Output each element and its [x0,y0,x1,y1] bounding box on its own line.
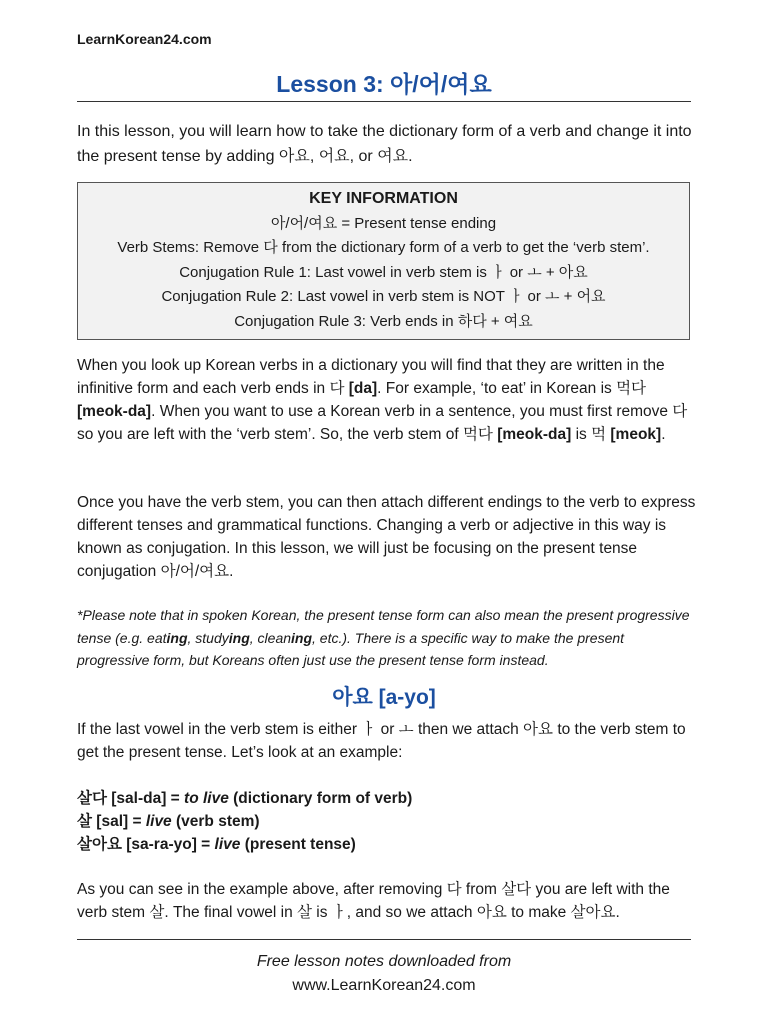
intro-paragraph: In this lesson, you will learn how to take the dictionary form of a verb and change it into the present tense by adding 아요, 어요, or 여요. [77,123,692,165]
example-line: 살 [sal] = live (verb stem) [77,813,260,830]
conjugation-paragraph: Once you have the verb stem, you can then attach different endings to the verb to express different tenses and grammatical functions. Changing a verb or adjective in this way is known as conjugation. In this lesson, we will just be focusing on the present tense conjugation 아/어/여요. [77,494,696,580]
example-explanation-paragraph: As you can see in the example above, after removing 다 from 살다 you are left with the verb stem 살. The final vowel in 살 is ㅏ, and so we attach 아요 to make 살아요. [77,881,670,921]
ayo-rule-paragraph: If the last vowel in the verb stem is either ㅏ or ㅗ then we attach 아요 to the verb stem to get the present tense. Let’s look at an example: [77,721,686,761]
title-divider [77,101,691,102]
example-line: 살아요 [sa-ra-yo] = live (present tense) [77,836,356,853]
site-name: LearnKorean24.com [77,31,212,47]
footer [0,950,768,998]
key-info-line: 아/어/여요 = Present tense ending [270,214,497,232]
footer-url[interactable]: www.LearnKorean24.com [292,977,476,994]
example-line: 살다 [sal-da] = to live (dictionary form of verb) [77,790,413,807]
key-info-line: Verb Stems: Remove 다 from the dictionary form of a verb to get the ‘verb stem’. [117,239,650,257]
footer-note: Free lesson notes downloaded from [256,953,512,970]
section-heading: 아요 [a-yo] [332,686,436,709]
key-info-line: Conjugation Rule 3: Verb ends in 하다 + 여요 [234,312,533,330]
key-info-line: Conjugation Rule 1: Last vowel in verb stem is ㅏ or ㅗ + 아요 [179,263,588,281]
progressive-note: *Please note that in spoken Korean, the present tense form can also mean the present progressive tense (e.g. eating, studying, cleaning, etc.). There is a specific way to make the present progressive form, but Koreans often just use the present tense form instead. [77,607,690,668]
key-info-line: Conjugation Rule 2: Last vowel in verb stem is NOT ㅏ or ㅗ + 어요 [161,288,606,306]
verb-stem-paragraph: When you look up Korean verbs in a dictionary you will find that they are written in the infinitive form and each verb ends in 다 [da]. For example, ‘to eat’ in Korean is 먹다 [meok-da]. When you want to use a Korean verb in a sentence, you must first remove 다 so you are left with the ‘verb stem’. So, the verb stem of 먹다 [meok-da] is 먹 [meok]. [77,357,688,443]
key-information-box [77,182,690,340]
key-information-heading: KEY INFORMATION [309,190,458,207]
footer-divider [77,939,691,940]
lesson-title: Lesson 3: 아/어/여요 [276,71,492,97]
